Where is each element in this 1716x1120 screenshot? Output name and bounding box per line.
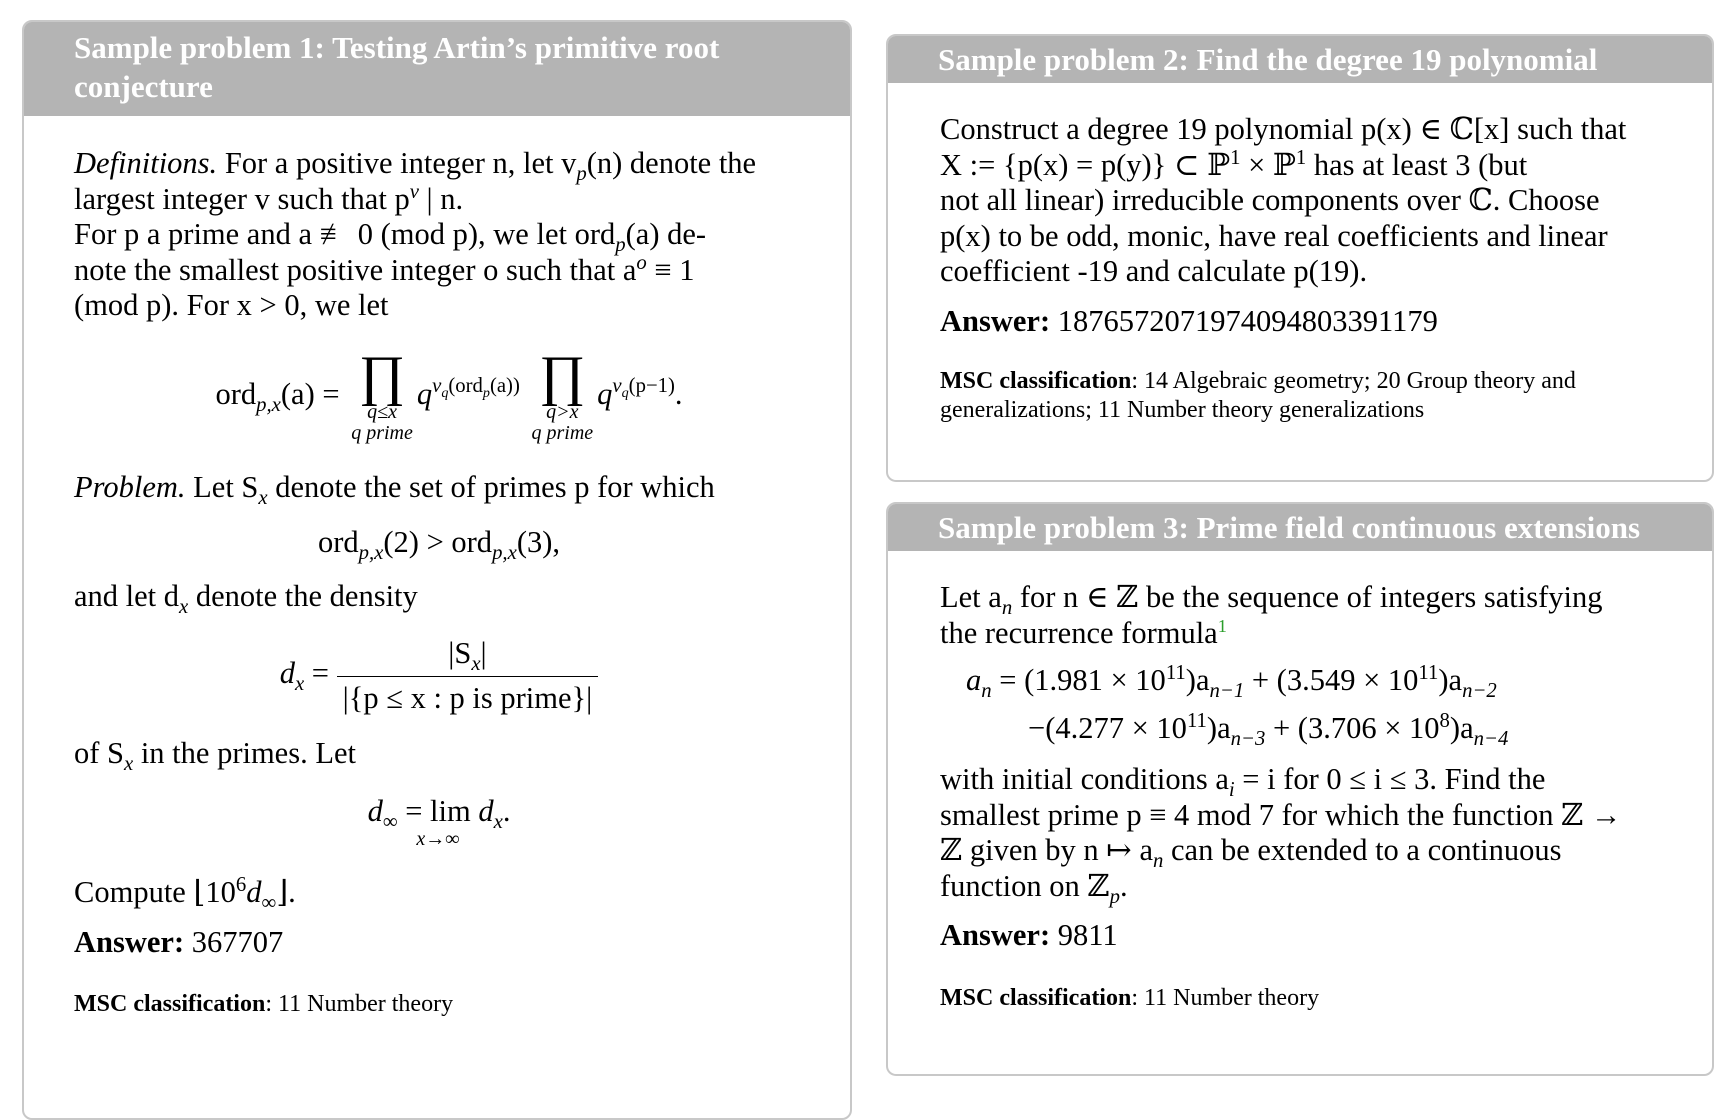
stmt-line: X := {p(x) = p(y)} ⊂ ℙ (940, 147, 1231, 182)
msc-line (74, 990, 804, 1019)
compute-text: Compute ⌊10 (74, 875, 236, 909)
dens-text: and let d (74, 578, 180, 613)
eq-text: n (981, 680, 992, 703)
msc-value: : 11 Number theory (265, 991, 454, 1017)
eq-text: n−2 (1462, 680, 1497, 703)
problem-3-intro: Let $a_n$ for n ∈ ℤ be the sequence of integers satisfying the recurrence formula$^1$ (940, 580, 1603, 650)
eq-text: n−1 (1209, 680, 1245, 703)
ord-inequality (74, 525, 804, 565)
prod-index: q>x (546, 400, 579, 423)
eq-text: (a)) (489, 375, 520, 398)
stmt-line: coefficient -19 and calculate p(19). (940, 254, 1368, 288)
answer-line (74, 925, 804, 961)
frac-num: |S (448, 636, 472, 670)
intro-text: Let a (940, 580, 1002, 614)
product-symbol: ∏ q≤x q prime (351, 344, 413, 444)
recurrence-line-2 (966, 709, 1672, 750)
eq-text: (ord (448, 375, 483, 398)
eq-text: (p−1) (628, 375, 675, 398)
eq-text: d (279, 656, 295, 690)
intro-text: for n ∈ ℤ be the sequence of integers satisfying (1012, 580, 1603, 614)
q-text: . (1120, 868, 1128, 903)
answer-value: 367707 (191, 924, 284, 959)
lim-sub: x→∞ (416, 828, 460, 850)
problem-paragraph: Problem. Let $S_x$ denote the set of primes p for which (74, 469, 715, 509)
msc-label: MSC classification (940, 984, 1132, 1011)
of-text: in the primes. Let (133, 736, 356, 770)
eq-text: a (966, 663, 982, 697)
problem-label: Problem. (74, 469, 186, 504)
msc-value: : 14 Algebraic geometry; 20 Group theory and generalizations; 11 Number theory generalizations (940, 368, 1576, 423)
def-text: ≡ 1 (646, 252, 695, 287)
eq-text: d (367, 793, 383, 828)
limit-formula: $d_\infty = \lim$ x→∞ $d_x$. (367, 793, 511, 850)
prob-text: denote the set of primes p for which (267, 469, 715, 504)
q-text: with initial conditions a (940, 762, 1229, 796)
stmt-line: has at least 3 (but (1306, 147, 1528, 182)
problem-2-body (940, 112, 1672, 425)
prod-index: q prime (351, 421, 413, 444)
eq-text: ord (317, 525, 359, 559)
compute-text: d (246, 875, 262, 909)
of-paragraph: of $S_x$ in the primes. Let (74, 736, 356, 776)
eq-text: + (3.706 × 10 (1265, 710, 1440, 745)
eq-text: ∞ (382, 810, 398, 833)
ord-formula: ord$_{p,x}$(a) = ∏ q≤x q prime $q^{v_q(ord_p(a))}$ ∏ q>x q prime $q^{v_q(p-1)}$. (215, 344, 683, 444)
msc-label: MSC classification (940, 368, 1132, 394)
eq-text: 8 (1439, 709, 1450, 732)
answer-line (940, 918, 1672, 954)
product-symbol: ∏ q>x q prime (531, 344, 594, 444)
eq-text: q (441, 385, 449, 402)
problem-3-question: with initial conditions $a_i = i$ for 0 ≤ i ≤ 3. Find the smallest prime p ≡ 4 mod 7 for which the function ℤ → ℤ given by n ↦ $a_n$ can be extended to a continuous function on ℤ$_p$. (940, 762, 1622, 908)
recurrence-formula (940, 661, 1672, 750)
eq-text: (3), (516, 525, 561, 559)
eq-text: p (482, 385, 490, 402)
problem-3-card (886, 502, 1714, 1076)
def-text: largest integer v such that p (74, 181, 410, 216)
definitions-paragraph: Definitions. For a positive integer n, let $v_p(n)$ denote the largest integer v such that $p^v$ | n. For p a prime and a ≢ 0 (mod p), we let ord$_p$(a) de- note the smallest positive integer o such that $a^o \equiv 1$ (mod p). For x > 0, we let (74, 146, 757, 322)
density-paragraph: and let $d_x$ denote the density (74, 578, 418, 618)
problem-2-title: Sample problem 2: Find the degree 19 polynomial (888, 36, 1712, 83)
eq-text: n−4 (1473, 727, 1509, 750)
eq-text: p,x (256, 393, 281, 416)
eq-text: 11 (1418, 661, 1439, 684)
eq-text: = (1.981 × 10 (991, 663, 1166, 697)
def-text: note the smallest positive integer o such that a (74, 252, 637, 287)
compute-line: Compute $⌊10^6d_\infty⌋$. (74, 873, 296, 915)
q-text: i (1228, 779, 1235, 802)
of-text: of S (74, 736, 124, 770)
q-text: = i for 0 ≤ i ≤ 3. Find the (1234, 762, 1546, 796)
recurrence-line-1 (966, 661, 1672, 703)
def-text: For a positive integer n, let v (224, 146, 577, 180)
q-text: p (1109, 885, 1121, 908)
q-text: can be extended to a continuous (1163, 833, 1562, 867)
problem-1-body (74, 146, 804, 1019)
eq-text: )a (1206, 710, 1231, 745)
msc-value: : 11 Number theory (1131, 984, 1320, 1011)
problem-3-title: Sample problem 3: Prime field continuous extensions (888, 504, 1712, 551)
prob-text: Let S (193, 469, 259, 504)
lim-text: = lim (405, 793, 471, 828)
eq-text: )a (1449, 710, 1474, 745)
q-text: ℤ given by n ↦ a (940, 833, 1153, 867)
eq-text: 11 (1186, 709, 1207, 732)
msc-line (940, 984, 1672, 1013)
def-text: (a) de- (625, 217, 707, 251)
stmt-line: × ℙ (1240, 147, 1296, 182)
def-text: (mod p). For x > 0, we let (74, 288, 389, 322)
problem-2-statement (940, 112, 1672, 290)
eq-text: 11 (1165, 661, 1186, 684)
problem-3-body (940, 580, 1672, 1013)
problem-1-card (22, 20, 852, 1120)
dens-text: denote the density (188, 578, 418, 613)
intro-text: the recurrence formula (940, 615, 1218, 650)
compute-text: ⌋. (276, 875, 296, 909)
msc-line (940, 367, 1672, 425)
density-fraction: $\frac{|S_x|}{\text{|\{p ≤ x : p is prime\}|}}$ (337, 636, 599, 716)
answer-label: Answer: (940, 303, 1051, 338)
footnote-mark[interactable]: 1 (1217, 615, 1227, 636)
stmt-line: 1 (1295, 146, 1307, 169)
eq-text: p,x (492, 542, 517, 565)
answer-label: Answer: (940, 918, 1051, 952)
frac-den: |{p ≤ x : p is prime}| (342, 680, 593, 715)
prod-index: q prime (531, 421, 594, 444)
definitions-label: Definitions. (74, 146, 218, 180)
eq-text: + (3.549 × 10 (1244, 663, 1419, 697)
prod-index: q≤x (367, 400, 397, 423)
eq-text: (2) > ord (383, 525, 493, 559)
limit-operator (405, 794, 471, 850)
eq-text: d (478, 793, 494, 828)
eq-text: (a) = (280, 376, 340, 411)
eq-text: n−3 (1230, 727, 1266, 750)
eq-text: p,x (358, 542, 384, 565)
frac-num: | (480, 636, 487, 670)
stmt-line: Construct a degree 19 polynomial p(x) ∈ ℂ[x] such that (940, 112, 1627, 146)
msc-label: MSC classification (74, 991, 266, 1017)
eq-text: )a (1185, 663, 1210, 697)
eq-text: )a (1438, 663, 1463, 697)
def-text: | n. (418, 181, 464, 216)
eq-text: v (432, 375, 442, 398)
q-text: function on ℤ (940, 868, 1110, 903)
eq-text: −(4.277 × 10 (1028, 710, 1187, 745)
problem-2-card (886, 34, 1714, 482)
stmt-line: not all linear) irreducible components over ℂ. Choose (940, 183, 1600, 217)
answer-value: 9811 (1057, 918, 1118, 952)
eq-text: ord (215, 376, 257, 411)
def-text: (n) denote the (586, 146, 757, 180)
stmt-line: p(x) to be odd, monic, have real coefficients and linear (940, 218, 1608, 253)
problem-1-title: Sample problem 1: Testing Artin’s primitive root conjecture (24, 22, 850, 116)
q-text: smallest prime p ≡ 4 mod 7 for which the function ℤ → (940, 797, 1622, 832)
compute-text: 6 (235, 873, 247, 896)
answer-label: Answer: (74, 924, 185, 959)
stmt-line: 1 (1230, 146, 1241, 169)
answer-line (940, 304, 1672, 340)
answer-value: 1876572071974094803391179 (1057, 303, 1438, 338)
density-formula: $d_x$ = $\frac{|S_x|}{\text{|\{p ≤ x : p is prime\}|}}$ (74, 636, 804, 716)
def-text: For p a prime and a ≢ 0 (mod p), we let ord (74, 217, 616, 251)
